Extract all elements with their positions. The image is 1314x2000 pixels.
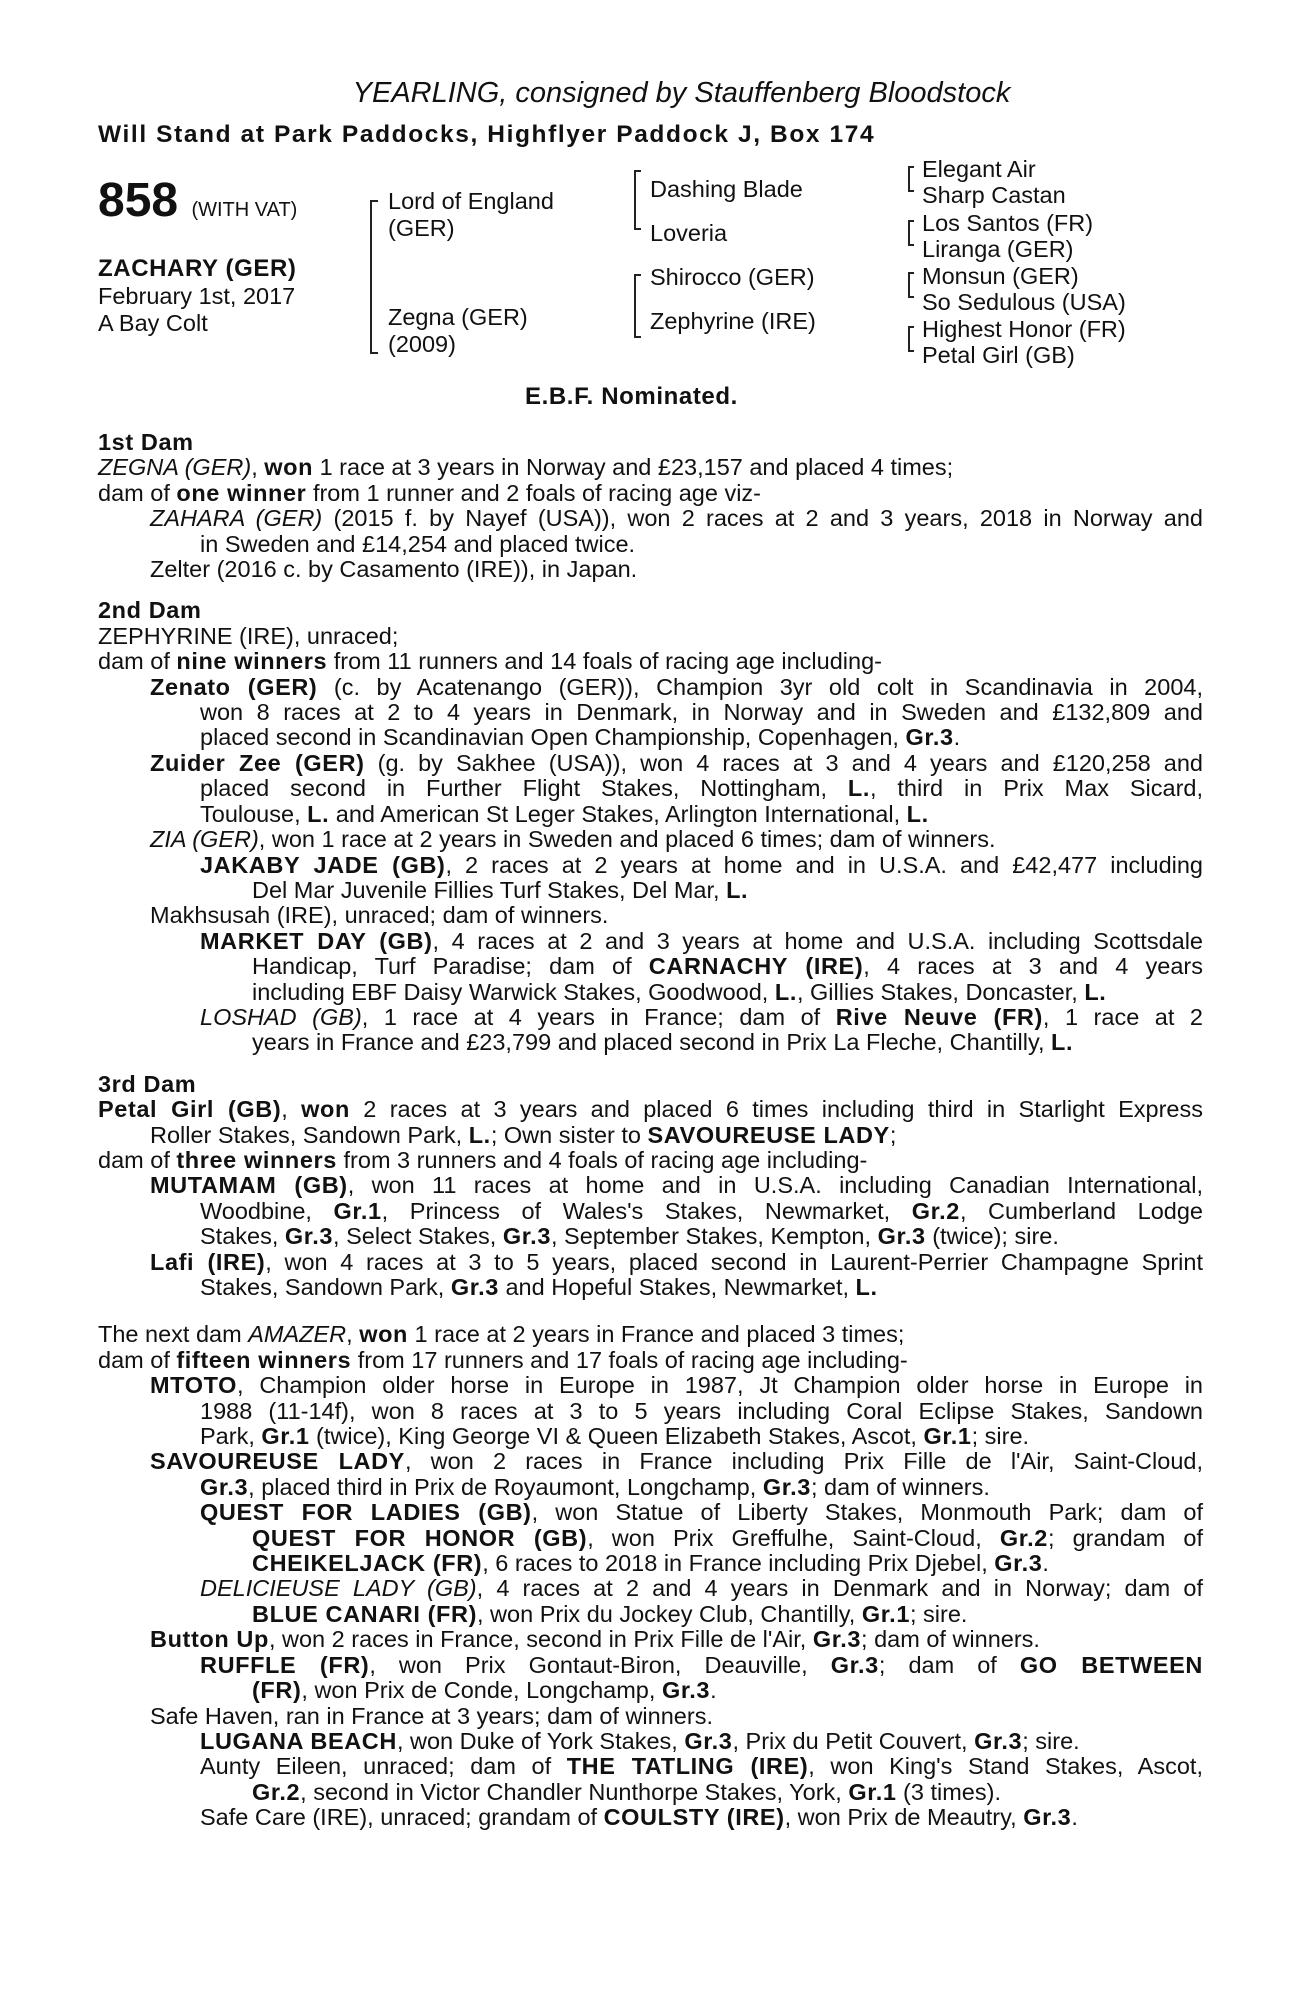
text: (c. by Acatenango (GER)), Champion 3yr old colt in Scandinavia in 2004, (317, 673, 1203, 700)
record-line (98, 1224, 1203, 1249)
bold-text: three winners (176, 1146, 337, 1173)
record-line (98, 1754, 1203, 1779)
bold-text: JAKABY JADE (GB) (200, 851, 446, 878)
italic-text: DELICIEUSE LADY (GB) (200, 1575, 477, 1602)
record-line (98, 1373, 1203, 1398)
bold-text: MUTAMAM (GB) (150, 1172, 348, 1199)
italic-text: ZIA (GER) (150, 826, 259, 853)
text: (g. by Sakhee (USA)), won 4 races at 3 and 4 years and £120,258 and (364, 749, 1203, 776)
text: including EBF Daisy Warwick Stakes, Goodwood, (252, 978, 775, 1005)
bold-text: L. (774, 978, 797, 1005)
text: from 17 runners and 17 foals of racing age including- (351, 1346, 908, 1373)
record-line (98, 1199, 1203, 1224)
text: ; sire. (1022, 1727, 1080, 1754)
text: dam of (98, 479, 177, 506)
text: from 1 runner and 2 foals of racing age viz- (306, 479, 761, 506)
bold-text: nine winners (176, 648, 328, 675)
record-line (98, 903, 1203, 928)
bold-text: Button Up (150, 1626, 269, 1653)
record-line (98, 1424, 1203, 1449)
text: Woodbine, (200, 1197, 334, 1224)
bold-text: Gr.3 (502, 1223, 551, 1250)
lot-number: 858 (98, 174, 179, 227)
record-line (98, 1123, 1203, 1148)
record-line (98, 1551, 1203, 1576)
bold-text: one winner (176, 479, 307, 506)
text: Handicap, Turf Paradise; dam of (252, 953, 649, 980)
record-line (98, 1500, 1203, 1525)
text: , second in Victor Chandler Nunthorpe Stakes, York, (300, 1778, 849, 1805)
sire-dam: Loveria (650, 220, 728, 246)
lot-info (98, 176, 297, 337)
record-line (98, 878, 1203, 903)
lot-number-line (98, 176, 297, 235)
g3-sire-sire-sire: Elegant Air (922, 156, 1036, 182)
g3-dam-dam-dam: Petal Girl (GB) (922, 342, 1075, 368)
text: ZEPHYRINE (IRE), unraced; (98, 622, 399, 649)
bold-text: Gr.3 (762, 1473, 811, 1500)
text: from 11 runners and 14 foals of racing age including- (327, 648, 882, 675)
italic-text: AMAZER (248, 1321, 347, 1348)
bold-text: Gr.1 (861, 1600, 910, 1627)
text: (twice), King George VI & Queen Elizabeth Stakes, Ascot, (309, 1423, 924, 1450)
bold-text: Gr.3 (1023, 1804, 1072, 1831)
text: . (1042, 1550, 1049, 1577)
record-line (98, 624, 1203, 649)
bold-text: Gr.1 (261, 1423, 310, 1450)
text: Aunty Eileen, unraced; dam of (200, 1753, 567, 1780)
catalogue-page (98, 76, 1203, 1831)
italic-text: ZEGNA (GER) (98, 454, 252, 481)
text: 1988 (11-14f), won 8 races at 3 to 5 years including Coral Eclipse Stakes, Sandown (200, 1397, 1203, 1424)
text: The next dam (98, 1321, 249, 1348)
text: Zelter (2016 c. by Casamento (IRE)), in Japan. (150, 556, 638, 583)
text: 2 races at 3 years and placed 6 times including third in Starlight Express (349, 1096, 1203, 1123)
record-line (98, 1030, 1203, 1055)
foaling-date: February 1st, 2017 (98, 283, 296, 309)
dam-dam: Zephyrine (IRE) (650, 308, 816, 334)
record-line (98, 1805, 1203, 1830)
text: from 3 runners and 4 foals of racing age including- (336, 1146, 868, 1173)
record-line (98, 1627, 1203, 1652)
record-line (98, 649, 1203, 674)
dam-section (98, 598, 1203, 1055)
bold-text: Gr.2 (252, 1778, 301, 1805)
text: dam of (98, 1346, 177, 1373)
bold-text: Gr.1 (333, 1197, 382, 1224)
bold-text: won (264, 454, 314, 481)
text: and Hopeful Stakes, Newmarket, (498, 1274, 856, 1300)
bold-text: L. (307, 800, 330, 827)
bold-text: SAVOUREUSE LADY (150, 1448, 405, 1475)
bold-text: won (359, 1321, 409, 1348)
text: , Cumberland Lodge (959, 1197, 1203, 1224)
bold-text: Gr.3 (994, 1550, 1043, 1577)
sire-country: (GER) (388, 215, 455, 241)
bold-text: QUEST FOR LADIES (GB) (200, 1499, 532, 1526)
text: . (1071, 1804, 1078, 1831)
record-line (98, 954, 1203, 979)
text: dam of (98, 648, 177, 675)
record-line (98, 776, 1203, 801)
g3-bracket-3 (908, 272, 914, 298)
record-line (98, 853, 1203, 878)
stand-location: Will Stand at Park Paddocks, Highflyer Paddock J, Box 174 (98, 121, 876, 148)
record-line (98, 827, 1203, 852)
g3-bracket-4 (908, 326, 914, 352)
bold-text: Gr.2 (911, 1197, 960, 1224)
text: , Princess of Wales's Stakes, Newmarket, (381, 1197, 912, 1224)
text: , won Prix de Meautry, (784, 1804, 1024, 1831)
record-line (98, 1602, 1203, 1627)
bold-text: L. (468, 1121, 491, 1148)
bold-text: MARKET DAY (GB) (200, 927, 433, 954)
record-line (98, 506, 1203, 531)
g3-bracket-2 (908, 220, 914, 246)
text: Safe Haven, ran in France at 3 years; dam of winners. (150, 1702, 713, 1729)
bold-text: L. (847, 775, 870, 802)
dam-section (98, 1072, 1203, 1301)
text: (twice); sire. (925, 1223, 1059, 1250)
ebf-nomination: E.B.F. Nominated. (525, 383, 738, 410)
text: ; grandam of (1047, 1524, 1203, 1551)
text: , won 2 races in France including Prix Fille de l'Air, Saint-Cloud, (404, 1448, 1203, 1475)
record-line (98, 929, 1203, 954)
text: , won Prix Gontaut-Biron, Deauville, (369, 1651, 831, 1678)
bold-text: THE TATLING (IRE) (566, 1753, 809, 1780)
text: 1 race at 3 years in Norway and £23,157 and placed 4 times; (313, 454, 954, 481)
record-line (98, 1250, 1203, 1275)
bold-text: MTOTO (150, 1372, 237, 1399)
g3-dam-sire-dam: So Sedulous (USA) (922, 289, 1126, 315)
text: , 2 races at 2 years at home and in U.S.A. and £42,477 including (445, 851, 1203, 878)
text: , (346, 1321, 360, 1348)
record-line (98, 481, 1203, 506)
sire-parents-bracket (634, 170, 641, 230)
bold-text: Rive Neuve (FR) (835, 1003, 1043, 1030)
bold-text: won (301, 1096, 350, 1123)
record-line (98, 980, 1203, 1005)
bold-text: Gr.1 (923, 1423, 972, 1450)
text: ; sire. (910, 1600, 968, 1627)
bold-text: Gr.3 (200, 1473, 249, 1500)
text: , won Statue of Liberty Stakes, Monmouth Park; dam of (531, 1499, 1203, 1526)
text: , won Prix Greffulhe, Saint-Cloud, (587, 1524, 1000, 1551)
bold-text: GO BETWEEN (1019, 1651, 1203, 1678)
bold-text: Gr.3 (812, 1626, 862, 1653)
text: ; sire. (971, 1423, 1030, 1450)
bold-text: Gr.3 (661, 1677, 711, 1704)
text: , won 4 races at 3 to 5 years, placed second in Laurent-Perrier Champagne Sprint (265, 1248, 1203, 1275)
bold-text: Gr.3 (830, 1651, 879, 1678)
bold-text: L. (1084, 978, 1107, 1005)
dam-section (98, 1300, 1203, 1830)
text: , September Stakes, Kempton, (551, 1223, 878, 1250)
record-line (98, 1526, 1203, 1551)
pedigree-table (98, 156, 1203, 414)
sire-dam-bracket (370, 200, 378, 354)
bold-text: SAVOUREUSE LADY (647, 1121, 890, 1148)
record-line (98, 1399, 1203, 1424)
record-line (98, 700, 1203, 725)
bold-text: Gr.3 (877, 1223, 926, 1250)
text: , (251, 454, 265, 481)
section-spacer (98, 1300, 1203, 1322)
g3-sire-dam-dam: Liranga (GER) (922, 236, 1074, 262)
record-line (98, 1678, 1203, 1703)
text: years in France and £23,799 and placed second in Prix La Fleche, Chantilly, (252, 1029, 1052, 1056)
dam-year: (2009) (388, 331, 456, 357)
page-title: YEARLING, consigned by Stauffenberg Bloodstock (352, 77, 1011, 109)
text: , 4 races at 3 and 4 years (863, 953, 1203, 980)
text: , won Duke of York Stakes, (396, 1727, 685, 1754)
dam-section-heading: 1st Dam (98, 429, 194, 455)
text: , 1 race at 2 (1042, 1003, 1203, 1030)
text: . (710, 1677, 717, 1704)
text: and American St Leger Stakes, Arlington International, (329, 800, 907, 827)
text: Park, (200, 1423, 262, 1450)
text: ; dam of (878, 1651, 1020, 1678)
italic-text: ZAHARA (GER) (150, 505, 323, 532)
bold-text: Petal Girl (GB) (98, 1096, 282, 1123)
text: Stakes, Sandown Park, (200, 1274, 451, 1300)
text: (3 times). (896, 1778, 1001, 1805)
text: , won 1 race at 2 years in Sweden and placed 6 times; dam of winners. (258, 826, 996, 853)
g3-bracket-1 (908, 166, 914, 192)
record-line (98, 532, 1203, 557)
text: , 4 races at 2 and 3 years at home and U.S.A. including Scottsdale (432, 927, 1203, 954)
record-line (98, 1729, 1203, 1754)
text: , Select Stakes, (333, 1223, 503, 1250)
text: , won 2 races in France, second in Prix Fille de l'Air, (268, 1626, 813, 1653)
g3-dam-sire-sire: Monsun (GER) (922, 263, 1079, 289)
text: , 4 races at 2 and 4 years in Denmark and in Norway; dam of (476, 1575, 1203, 1602)
bold-text: QUEST FOR HONOR (GB) (252, 1524, 588, 1551)
bold-text: Gr.3 (974, 1727, 1023, 1754)
record-line (98, 1173, 1203, 1198)
bold-text: L. (906, 800, 929, 827)
g3-sire-sire-dam: Sharp Castan (922, 182, 1066, 208)
text: , third in Prix Max Sicard, (869, 775, 1203, 802)
text: , won 11 races at home and in U.S.A. including Canadian International, (347, 1172, 1203, 1199)
bold-text: Zenato (GER) (150, 673, 318, 700)
text: placed second in Scandinavian Open Championship, Copenhagen, (200, 724, 906, 751)
dam-section (98, 430, 1203, 582)
text: ; dam of winners. (810, 1473, 990, 1500)
bold-text: Gr.3 (684, 1727, 733, 1754)
bold-text: CHEIKELJACK (FR) (252, 1550, 483, 1577)
vat-label: (WITH VAT) (191, 199, 298, 221)
record-line (98, 751, 1203, 776)
record-line (98, 1148, 1203, 1173)
sire (388, 188, 554, 242)
text: dam of (98, 1146, 177, 1173)
bold-text: Gr.3 (905, 724, 954, 751)
text: in Sweden and £14,254 and placed twice. (200, 530, 636, 557)
record-line (98, 557, 1203, 582)
text: Toulouse, (200, 800, 308, 827)
dam-section-heading: 2nd Dam (98, 597, 202, 624)
bold-text: Gr.3 (284, 1223, 334, 1250)
record-line (98, 1449, 1203, 1474)
record-line (98, 675, 1203, 700)
sire-sire: Dashing Blade (650, 176, 803, 202)
horse-description: A Bay Colt (98, 310, 208, 336)
bold-text: Zuider Zee (GER) (150, 749, 365, 776)
text: Safe Care (IRE), unraced; grandam of (200, 1804, 604, 1831)
record-line (98, 1653, 1203, 1678)
record-line (98, 1576, 1203, 1601)
record-line (98, 725, 1203, 750)
record-line (98, 1097, 1203, 1122)
bold-text: CARNACHY (IRE) (648, 953, 864, 980)
record-line (98, 1275, 1203, 1300)
record-line (98, 1475, 1203, 1500)
text: , won Prix du Jockey Club, Chantilly, (477, 1600, 862, 1627)
text: , 1 race at 4 years in France; dam of (361, 1003, 836, 1030)
bold-text: fifteen winners (176, 1346, 352, 1373)
text: , won Prix de Conde, Longchamp, (301, 1677, 662, 1704)
record-line (98, 1348, 1203, 1373)
text: , (281, 1096, 302, 1123)
bold-text: Gr.1 (848, 1778, 897, 1805)
text: ; (889, 1121, 897, 1148)
bold-text: L. (726, 876, 749, 903)
sire-name: Lord of England (388, 188, 554, 214)
record-line (98, 802, 1203, 827)
text: , Gillies Stakes, Doncaster, (796, 978, 1085, 1005)
g3-dam-dam-sire: Highest Honor (FR) (922, 316, 1126, 342)
text: , Prix du Petit Couvert, (732, 1727, 975, 1754)
text: Makhsusah (IRE), unraced; dam of winners. (150, 902, 609, 929)
dam-section-heading: 3rd Dam (98, 1070, 197, 1097)
record-line (98, 1704, 1203, 1729)
text: , won King's Stand Stakes, Ascot, (808, 1753, 1203, 1780)
dam-parents-bracket (634, 274, 641, 338)
bold-text: Lafi (IRE) (150, 1248, 266, 1275)
text: ; Own sister to (490, 1121, 648, 1148)
dam-sire: Shirocco (GER) (650, 264, 815, 290)
horse-name: ZACHARY (GER) (98, 255, 297, 282)
italic-text: LOSHAD (GB) (200, 1003, 362, 1030)
bold-text: Gr.2 (999, 1524, 1048, 1551)
bold-text: COULSTY (IRE) (603, 1804, 785, 1831)
dam (388, 304, 528, 358)
record-line (98, 1780, 1203, 1805)
record-line (98, 455, 1203, 480)
record-line (98, 1005, 1203, 1030)
dam-name: Zegna (GER) (388, 304, 528, 330)
text: placed second in Further Flight Stakes, Nottingham, (200, 775, 848, 802)
produce-record (98, 430, 1203, 1831)
bold-text: L. (1051, 1029, 1074, 1056)
text: , Champion older horse in Europe in 1987, Jt Champion older horse in Europe in (237, 1372, 1203, 1399)
text: Stakes, (200, 1223, 285, 1250)
text: , 6 races to 2018 in France including Prix Djebel, (482, 1550, 995, 1577)
bold-text: L. (855, 1274, 878, 1300)
text: Del Mar Juvenile Fillies Turf Stakes, Del Mar, (252, 876, 727, 903)
text: (2015 f. by Nayef (USA)), won 2 races at 2 and 3 years, 2018 in Norway and (322, 505, 1203, 532)
bold-text: RUFFLE (FR) (200, 1651, 370, 1678)
text: , placed third in Prix de Royaumont, Longchamp, (248, 1473, 763, 1500)
text: ; dam of winners. (861, 1626, 1040, 1653)
bold-text: BLUE CANARI (FR) (252, 1600, 477, 1627)
text: Roller Stakes, Sandown Park, (150, 1121, 469, 1148)
text: 1 race at 2 years in France and placed 3 times; (408, 1321, 905, 1348)
record-line (98, 1322, 1203, 1347)
text: . (953, 724, 961, 751)
bold-text: Gr.3 (450, 1274, 499, 1300)
text: won 8 races at 2 to 4 years in Denmark, in Norway and in Sweden and £132,809 and (200, 699, 1203, 726)
bold-text: (FR) (252, 1677, 302, 1704)
bold-text: LUGANA BEACH (200, 1727, 397, 1754)
g3-sire-dam-sire: Los Santos (FR) (922, 210, 1094, 236)
